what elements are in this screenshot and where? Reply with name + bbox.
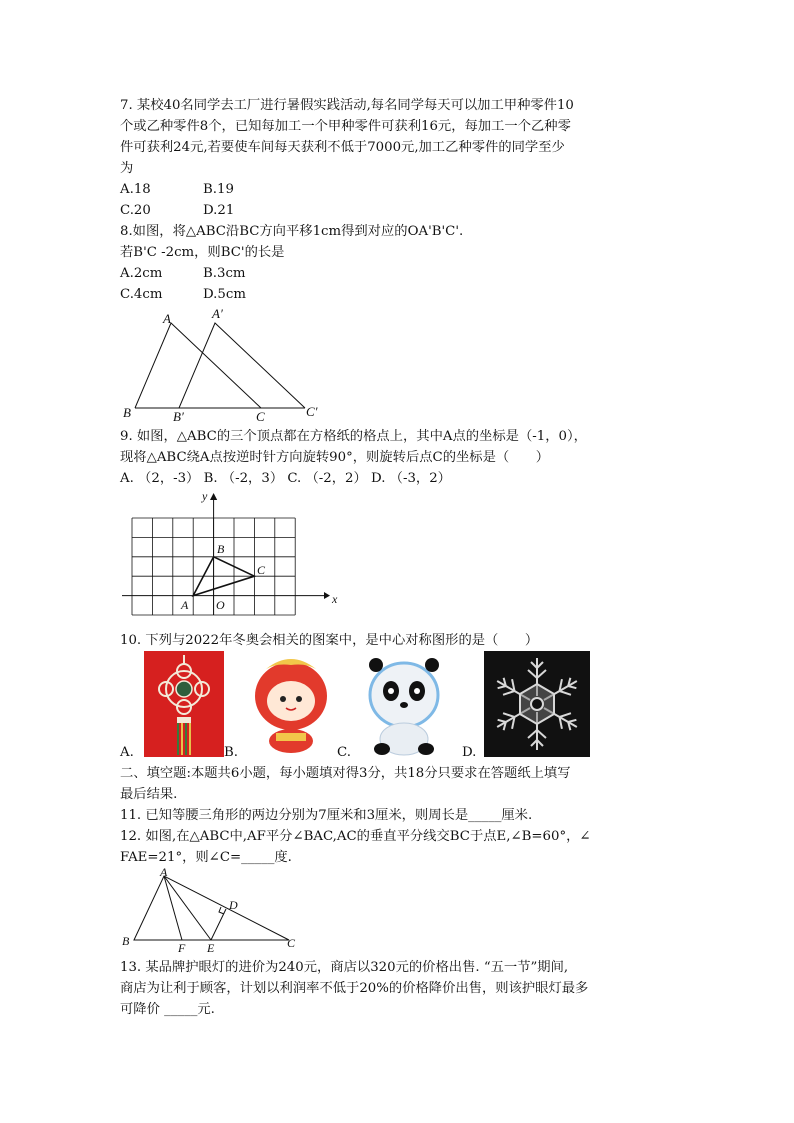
chinese-knot-image: [144, 651, 224, 757]
segment-ae: [164, 876, 211, 940]
label-c-prime: C′: [306, 404, 318, 419]
q8-option-c: C.4cm: [120, 287, 163, 302]
q10-option-c: C.: [337, 745, 351, 760]
label-c: C: [287, 936, 296, 950]
label-o: O: [216, 598, 225, 612]
label-b: B: [122, 934, 130, 948]
q10-option-d: D.: [462, 745, 477, 760]
q12-triangle-figure: [118, 866, 308, 952]
q8-line-1: 8.如图，将△ABC沿BC方向平移1cm得到对应的OA'B'C'.: [120, 224, 464, 239]
label-a-prime: A′: [212, 306, 223, 321]
label-b: B: [217, 542, 225, 556]
q9-grid-figure: [118, 488, 340, 616]
q9-options: A. （2，-3） B. （-2，3） C. （-2，2） D. （-3，2）: [120, 471, 451, 486]
q10-option-b: B.: [224, 745, 238, 760]
label-y: y: [202, 489, 208, 503]
q7-line-1: 7. 某校40名同学去工厂进行暑假实践活动,每名同学每天可以加工甲种零件10: [120, 98, 574, 113]
label-x: x: [332, 592, 338, 606]
x-axis-arrow: [324, 592, 330, 599]
q7-option-b: B.19: [203, 182, 234, 197]
q8-translation-figure: [115, 303, 335, 425]
q8-line-2: 若B'C -2cm，则BC'的长是: [120, 245, 285, 260]
q9-line-2: 现将△ABC绕A点按逆时针方向旋转90°，则旋转后点C的坐标是（ ）: [120, 450, 550, 465]
q13-line-3: 可降价 _____元.: [120, 1002, 215, 1017]
lantern-mascot-image: [246, 651, 336, 757]
q8-option-a: A.2cm: [120, 266, 163, 281]
label-a: A: [163, 311, 171, 326]
q9-line-1: 9. 如图，△ABC的三个顶点都在方格纸的格点上，其中A点的坐标是（-1，0），: [120, 429, 587, 444]
panda-mascot-image: [360, 651, 448, 757]
q13-line-1: 13. 某品牌护眼灯的进价为240元，商店以320元的价格出售. “五一节”期间,: [120, 960, 569, 975]
triangle-abc: [134, 876, 289, 940]
section2-line-1: 二、填空题:本题共6小题，每小题填对得3分，共18分只要求在答题纸上填写: [120, 766, 571, 781]
q7-line-2: 个或乙种零件8个，已知每加工一个甲种零件可获利16元，每加工一个乙种零: [120, 119, 571, 134]
q12-line-2: FAE=21°，则∠C=_____度.: [120, 850, 292, 865]
label-b: B: [123, 405, 131, 420]
label-c: C: [256, 409, 265, 424]
q11-line: 11. 已知等腰三角形的两边分别为7厘米和3厘米，则周长是_____厘米.: [120, 808, 533, 823]
q8-option-b: B.3cm: [203, 266, 246, 281]
label-a: A: [160, 866, 168, 879]
label-e: E: [207, 941, 215, 952]
triangle-abc: [135, 323, 261, 408]
q12-line-1: 12. 如图,在△ABC中,AF平分∠BAC,AC的垂直平分线交BC于点E,∠B=60°，∠: [120, 829, 591, 844]
q7-line-4: 为: [120, 161, 134, 176]
y-axis-arrow: [210, 493, 217, 500]
q10-option-a: A.: [120, 745, 134, 760]
q7-option-d: D.21: [203, 203, 235, 218]
q7-line-3: 件可获利24元,若要使车间每天获利不低于7000元,加工乙种零件的同学至少: [120, 140, 565, 155]
q13-line-2: 商店为让利于顾客，计划以利润率不低于20%的价格降价出售，则该护眼灯最多: [120, 981, 589, 996]
segment-af: [164, 876, 182, 940]
label-b-prime: B′: [173, 409, 184, 424]
q7-option-c: C.20: [120, 203, 151, 218]
label-f: F: [178, 941, 186, 952]
q10-line: 10. 下列与2022年冬奥会相关的图案中，是中心对称图形的是（ ）: [120, 633, 539, 648]
label-c: C: [257, 563, 266, 577]
snowflake-image: [484, 651, 590, 757]
label-a: A: [181, 598, 189, 612]
triangle-abc-translated: [179, 323, 305, 408]
right-angle-mark: [219, 907, 224, 914]
q8-option-d: D.5cm: [203, 287, 246, 302]
section2-line-2: 最后结果.: [120, 787, 178, 802]
q7-option-a: A.18: [120, 182, 151, 197]
label-d: D: [229, 898, 238, 912]
